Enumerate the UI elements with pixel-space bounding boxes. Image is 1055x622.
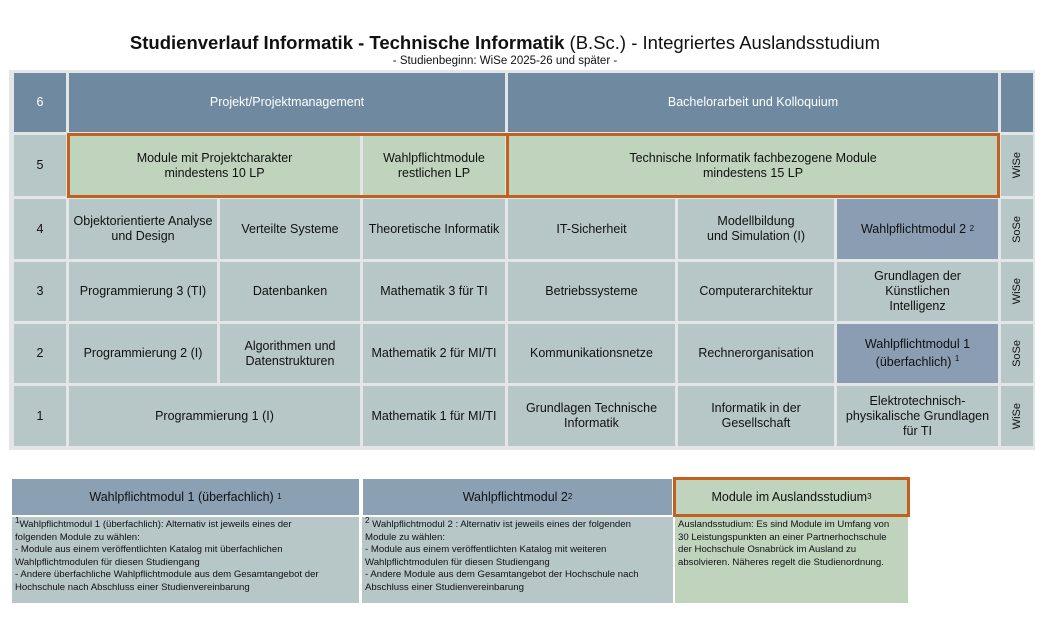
semester-label-4-text: SoSe [1010, 215, 1023, 243]
module-bachelorarbeit: Bachelorarbeit und Kolloquium [508, 73, 998, 132]
semester-number-3: 3 [14, 262, 66, 321]
module-informatik-gesellschaft: Informatik in der Gesellschaft [678, 386, 834, 446]
legend-ausland-header: Module im Auslandsstudium 3 [675, 479, 908, 515]
module-theoretische-informatik: Theoretische Informatik [363, 199, 505, 259]
legend-wp1-text-sup: 1 [15, 515, 20, 525]
legend-wp1-header: Wahlpflichtmodul 1 (überfachlich) 1 [12, 479, 359, 515]
semester-label-1 [1001, 386, 1033, 446]
semester-label-5 [1001, 135, 1033, 196]
legend-wp1-title: Wahlpflichtmodul 1 (überfachlich) [89, 490, 274, 504]
semester-label-2-text: SoSe [1010, 340, 1023, 367]
legend-wp2-text-sup: 2 [365, 515, 370, 525]
module-it-sicherheit: IT-Sicherheit [508, 199, 675, 259]
module-wahlpflichtmodul-1-sub [876, 355, 960, 370]
module-betriebssysteme: Betriebssysteme [508, 262, 675, 321]
module-programmierung-1: Programmierung 1 (I) [69, 386, 360, 446]
semester-label-4 [1001, 199, 1033, 259]
module-wahlpflichtmodul-2: Wahlpflichtmodul 2 2 [837, 199, 998, 259]
module-programmierung-3: Programmierung 3 (TI) [69, 262, 217, 321]
semester-number-5: 5 [14, 135, 66, 196]
module-mathematik-2: Mathematik 2 für MI/TI [363, 324, 505, 383]
module-datenbanken: Datenbanken [220, 262, 360, 321]
page-subtitle: - Studienbeginn: WiSe 2025-26 und später - [392, 55, 618, 67]
module-grundlagen-ti: Grundlagen Technische Informatik [508, 386, 675, 446]
module-programmierung-2: Programmierung 2 (I) [69, 324, 217, 383]
module-verteilte-systeme: Verteilte Systeme [220, 199, 360, 259]
semester-number-6: 6 [14, 73, 66, 132]
module-wahlpflichtmodul-1-sublabel: (überfachlich) [875, 355, 952, 369]
semester-label-1-text: WiSe [1010, 402, 1023, 430]
legend-wp1-body: Wahlpflichtmodul 1 (überfachlich): Alternativ ist jeweils eines der folgenden Module zu wählen: - Module aus einem veröffentlichten Katalog mit überfachlichen Wahlpflichtmodulen für diesen Studiengang - Andere überfachliche Wahlpflichtmodule aus dem Gesamtangebot der Hochschule nach Abschluss einer Studienvereinbarung [15, 519, 319, 593]
module-modellbildung: Modellbildung und Simulation (I) [678, 199, 834, 259]
semester-label-3-text: WiSe [1010, 278, 1023, 305]
legend-wp2-header: Wahlpflichtmodul 2 2 [363, 479, 672, 515]
semester-label-6 [1001, 73, 1033, 132]
module-algorithmen: Algorithmen und Datenstrukturen [220, 324, 360, 383]
legend-ausland-text: Auslandsstudium: Es sind Module im Umfang von 30 Leistungspunkten an einer Partnerhochschule der Hochschule Osnabrück im Ausland zu absolvieren. Näheres regelt die Studienordnung. [675, 517, 908, 603]
footnote-1-marker: 1 [954, 353, 960, 363]
module-kommunikationsnetze: Kommunikationsnetze [508, 324, 675, 383]
semester-label-5-text: WiSe [1010, 152, 1023, 179]
module-mathematik-3: Mathematik 3 für TI [363, 262, 505, 321]
module-ti-fachbezogen: Technische Informatik fachbezogene Module mindestens 15 LP [508, 135, 998, 196]
legend-wp1-text [12, 517, 359, 603]
semester-number-4: 4 [14, 199, 66, 259]
module-wahlpflichtmodul-1 [837, 324, 998, 383]
module-wahlpflichtmodul-1-label: Wahlpflichtmodul 1 [864, 337, 971, 351]
module-projekt-projektmanagement: Projekt/Projektmanagement [69, 73, 505, 132]
module-projektcharakter: Module mit Projektcharakter mindestens 10 LP [69, 135, 360, 196]
legend-ausland-title: Module im Auslandsstudium [711, 490, 868, 504]
module-mathematik-1: Mathematik 1 für MI/TI [363, 386, 505, 446]
module-ooad: Objektorientierte Analyse und Design [69, 199, 217, 259]
legend-wp2-text [362, 517, 673, 603]
page-title [0, 32, 1010, 54]
module-computerarchitektur: Computerarchitektur [678, 262, 834, 321]
title-rest: (B.Sc.) - Integriertes Auslandsstudium [564, 32, 881, 53]
semester-label-3 [1001, 262, 1033, 321]
module-wahlpflicht-restlich: Wahlpflichtmodule restlichen LP [363, 135, 505, 196]
module-rechnerorganisation: Rechnerorganisation [678, 324, 834, 383]
legend-wp2-title: Wahlpflichtmodul 2 [462, 490, 568, 504]
highlight-divider [506, 133, 509, 198]
module-wahlpflichtmodul-2-label: Wahlpflichtmodul 2 [860, 221, 967, 236]
semester-number-1: 1 [14, 386, 66, 446]
module-kuenstliche-intelligenz: Grundlagen der Künstlichen Intelligenz [837, 262, 998, 321]
semester-number-2: 2 [14, 324, 66, 383]
semester-label-2 [1001, 324, 1033, 383]
title-bold: Studienverlauf Informatik - Technische Informatik [129, 32, 565, 53]
legend-wp2-body: Wahlpflichtmodul 2 : Alternativ ist jeweils eines der folgenden Module zu wählen: - Module aus einem veröffentlichten Katalog mit weiteren Wahlpflichtmodulen für diesen Studiengang - Andere Module aus dem Gesamtangebot der Hochschule nach Abschluss einer Studienvereinbarung [365, 519, 639, 593]
module-elektrotechnik: Elektrotechnisch- physikalische Grundlagen für TI [837, 386, 998, 446]
